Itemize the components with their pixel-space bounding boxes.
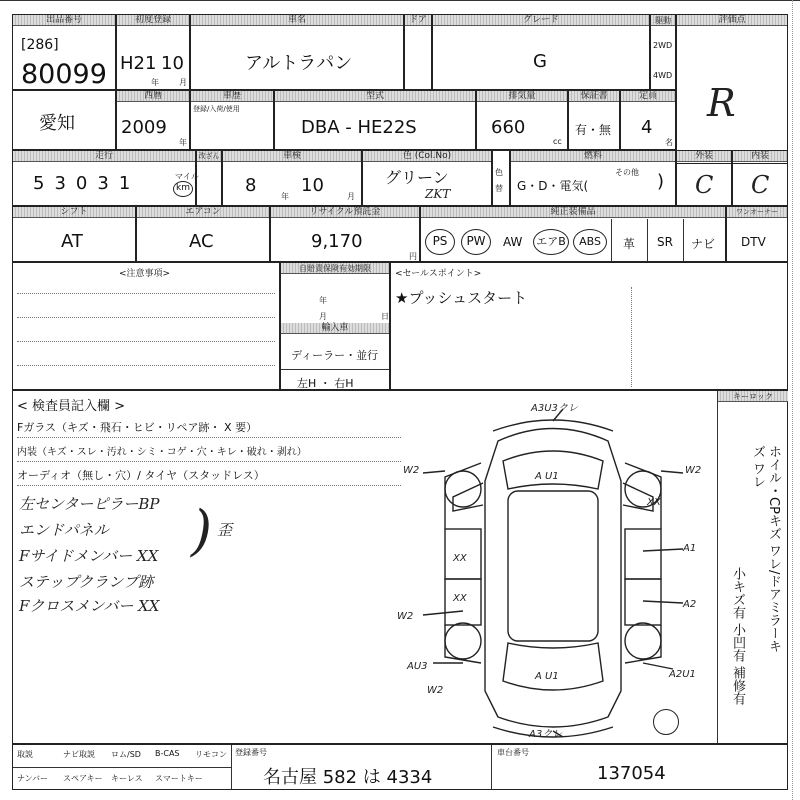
warranty-label: 保証書: [569, 91, 619, 102]
footer-item: スマートキー: [155, 774, 203, 783]
car-diagram: [393, 401, 713, 741]
ac-box: [136, 206, 270, 262]
divider: [683, 219, 684, 261]
shift-value: AT: [61, 231, 83, 252]
damage-mark: A1: [683, 543, 697, 554]
wheel-rear-right: [625, 623, 661, 659]
prefecture-value: 愛知: [39, 113, 75, 134]
fender-front-left: [445, 463, 481, 529]
recycle-box: [270, 206, 420, 262]
grade-label: グレード: [433, 15, 649, 26]
handle-value: 左H ・ 右H: [297, 377, 354, 390]
model-value: アルトラパン: [245, 53, 353, 74]
dotted-line: [17, 437, 401, 438]
equipment-abs: ABS: [573, 229, 607, 255]
bracket-note: 歪: [217, 521, 233, 539]
fuel-label: 燃料: [511, 151, 675, 162]
mileage-label: 走行: [13, 151, 195, 162]
footer-item: 取説: [17, 750, 33, 759]
divider: [281, 369, 389, 370]
dotted-line: [17, 341, 275, 342]
equipment-sr: SR: [657, 235, 673, 249]
equipment-airbag: エアB: [533, 229, 569, 255]
drive-2wd: 2WD: [653, 41, 673, 50]
mileage-star-box: [196, 150, 222, 206]
lot-number: 80099: [21, 59, 107, 90]
cc-value: 660: [491, 117, 526, 138]
footer-box: [12, 744, 788, 790]
drive-4wd: 4WD: [653, 71, 673, 80]
damage-mark: W2: [427, 685, 444, 696]
seats-unit: 名: [665, 138, 673, 147]
year-value: 2009: [121, 117, 167, 138]
lot-box: [12, 14, 116, 90]
tv-label: DTV: [741, 235, 766, 249]
interior-value: C: [751, 171, 770, 199]
shift-label: シフト: [13, 207, 135, 218]
color-value: グリーン: [385, 168, 449, 187]
mileage-unit-km: km: [173, 181, 193, 197]
fender-rear-left: [445, 625, 481, 663]
leader-line: [423, 471, 445, 473]
equipment-aw: AW: [503, 235, 523, 249]
fender-front-right: [625, 463, 661, 529]
warranty-value: 有・無: [575, 123, 612, 137]
fuel-close: ): [657, 171, 665, 192]
door-label: ドア: [405, 15, 431, 26]
insurance-year-unit: 年: [319, 296, 327, 305]
footer-item: リモコン: [195, 750, 227, 759]
inspection-month-unit: 月: [347, 192, 355, 201]
dotted-line: [17, 293, 275, 294]
insurance-box: [280, 262, 390, 390]
exterior-value: C: [695, 171, 714, 199]
fender-rear-right: [625, 625, 661, 663]
plate-label: 登録番号: [235, 748, 267, 757]
first-reg-era: H21: [120, 53, 157, 74]
rear-window: [503, 643, 603, 690]
caution-box: [12, 262, 280, 390]
wheel-front-left: [445, 471, 481, 507]
prefecture-box: [12, 90, 116, 150]
inspector-line1: Fガラス（キズ・飛石・ヒビ・リペア跡・ X 要）: [17, 421, 258, 434]
footer-item: キーレス: [111, 774, 143, 783]
car-roof: [508, 491, 598, 641]
cc-label: 排気量: [477, 91, 567, 102]
inspector-note: Fサイドメンバー XX: [19, 547, 159, 565]
mileage-unit-mile: マイル: [175, 172, 199, 181]
equipment-pw: PW: [461, 229, 491, 255]
seats-box: [620, 90, 676, 150]
wheel-rear-left: [445, 623, 481, 659]
inspector-note: Fクロスメンバー XX: [19, 597, 160, 615]
first-reg-label: 初度登録: [117, 15, 189, 26]
leader-line: [643, 549, 683, 551]
rating-value: R: [707, 81, 736, 125]
model-box: [190, 14, 404, 90]
import-label: 輸入車: [281, 323, 389, 334]
damage-mark: A2: [683, 599, 697, 610]
first-reg-box: [116, 14, 190, 90]
damage-mark: A2U1: [669, 669, 696, 680]
footer-item: ナンバー: [17, 774, 49, 783]
damage-mark: XX: [453, 553, 467, 564]
recycle-label: リサイクル預託金: [271, 207, 419, 218]
mileage-box: [12, 150, 199, 206]
dotted-line: [17, 461, 401, 462]
damage-mark: W2: [685, 465, 702, 476]
rating-label: 評価点: [677, 15, 787, 26]
inspector-note: ステップクランプ跡: [19, 573, 154, 591]
recycle-unit: 円: [409, 252, 417, 261]
mileage-digit: 3: [97, 173, 119, 194]
mileage-digit: 5: [33, 173, 55, 194]
year-label: 西暦: [117, 91, 189, 102]
rating-box: [676, 14, 788, 164]
inspector-line3: オーディオ（無し・穴）/ タイヤ（スタッドレス）: [17, 469, 265, 482]
fuel-value: G・D・電気(: [517, 179, 589, 193]
keyrock-label: キーロック: [718, 391, 788, 402]
type-value: DBA - HE22S: [301, 117, 417, 138]
dotted-line: [17, 485, 401, 486]
damage-mark: XX: [647, 497, 661, 508]
ac-value: AC: [189, 231, 214, 252]
mileage-digit: 1: [118, 173, 141, 194]
front-bumper: [493, 420, 613, 431]
color-label: 色 (Col.No): [363, 151, 491, 162]
damage-mark: A3クレ: [529, 729, 563, 740]
door-front-right: [625, 529, 661, 579]
divider: [491, 745, 492, 789]
scan-edge: [792, 0, 793, 800]
year-unit: 年: [151, 78, 159, 87]
dotted-line: [631, 287, 632, 387]
insurance-month-unit: 月: [319, 312, 327, 321]
plate-value: 名古屋 582 は 4334: [263, 767, 433, 788]
inspector-box: [12, 390, 788, 744]
mileage-digit: 3: [54, 173, 76, 194]
type-label: 型式: [275, 91, 475, 102]
damage-mark: AU3: [407, 661, 428, 672]
lot-prefix: [286]: [21, 37, 59, 53]
chassis-label: 車台番号: [497, 748, 529, 757]
dotted-line: [17, 317, 275, 318]
interior-label: 内装: [733, 151, 787, 162]
warranty-box: [568, 90, 620, 150]
year-unit-2: 年: [179, 138, 187, 147]
bracket-icon: ): [191, 499, 213, 562]
inspection-year: 8: [245, 175, 257, 196]
inspection-year-unit: 年: [281, 192, 289, 201]
first-reg-month: 10: [161, 53, 184, 74]
equipment-ps: PS: [425, 229, 455, 255]
seats-label: 定員: [621, 91, 675, 102]
inspection-box: [222, 150, 362, 206]
footer-item: スペアキー: [63, 774, 103, 783]
mileage-digits: [33, 173, 140, 194]
inspector-line2: 内装（キズ・スレ・汚れ・シミ・コゲ・穴・キレ・破れ・剥れ）: [17, 447, 307, 458]
equipment-leather: 革: [623, 237, 636, 251]
insurance-label: 自賠責保険有効期限: [281, 263, 389, 274]
inspection-month: 10: [301, 175, 324, 196]
inspector-note: エンドパネル: [19, 521, 109, 539]
type-box: [274, 90, 476, 150]
footer-item: ロム/SD: [111, 750, 141, 759]
year-box: [116, 90, 190, 150]
dotted-line: [17, 365, 275, 366]
damage-mark: XX: [453, 593, 467, 604]
caution-label: <注意事項>: [119, 269, 171, 279]
drive-box: [650, 14, 676, 90]
damage-mark: A U1: [535, 471, 559, 482]
recycle-value: 9,170: [311, 231, 363, 252]
drive-label: 駆動: [651, 15, 675, 26]
ac-label: エアコン: [137, 207, 269, 218]
divider: [717, 391, 718, 743]
exhibit-label: 出品番号: [13, 15, 115, 26]
door-box: [404, 14, 432, 90]
footer-item: B-CAS: [155, 749, 180, 758]
color-box: [362, 150, 492, 206]
model-label: 車名: [191, 15, 403, 26]
tv-box: [726, 206, 788, 262]
windshield: [503, 451, 603, 489]
exterior-label: 外装: [677, 151, 731, 162]
interior-box: [732, 150, 788, 206]
equipment-navi: ナビ: [691, 237, 716, 251]
grade-box: [432, 14, 650, 90]
history-label: 車歴: [191, 91, 273, 102]
divider: [231, 745, 232, 789]
sales-point-box: [390, 262, 788, 390]
seats-value: 4: [641, 117, 653, 138]
sales-point-value: ★プッシュスタート: [395, 289, 528, 307]
sales-point-label: <セールスポイント>: [395, 269, 482, 279]
chassis-value: 137054: [597, 763, 666, 784]
side-notes-col1: ホイル・CPキズ ワレ/ドアミラーキズ ワレ: [750, 445, 781, 653]
divider: [13, 767, 231, 768]
damage-mark: W2: [397, 611, 414, 622]
leader-line: [423, 611, 463, 615]
inspector-heading: < 検査員記入欄 >: [17, 399, 126, 414]
import-value: ディーラー・並行: [291, 349, 379, 362]
mileage-digit: 0: [75, 173, 98, 194]
shift-box: [12, 206, 136, 262]
inspector-note: 左センターピラーBP: [19, 495, 160, 513]
grade-value: G: [533, 51, 547, 72]
inspection-label: 車検: [223, 151, 361, 162]
footer-item: ナビ取説: [63, 750, 95, 759]
exterior-box: [676, 150, 732, 206]
damage-mark: A U1: [535, 671, 559, 682]
damage-mark: A3U3クレ: [531, 403, 578, 414]
mileage-star-label: 改ざん: [198, 152, 220, 160]
fuel-box: [510, 150, 676, 206]
equipment-label: 純正装備品: [421, 207, 725, 218]
leader-line: [643, 601, 683, 603]
top-edge: [0, 0, 800, 1]
damage-mark: W2: [403, 465, 420, 476]
leader-line: [661, 471, 683, 473]
divider: [647, 219, 648, 261]
history-sub: 登録/入荷/使用: [193, 105, 240, 113]
equipment-box: [420, 206, 726, 262]
color-change-label: 色替: [495, 168, 503, 193]
one-owner-label: ワンオーナー: [727, 207, 787, 218]
month-unit: 月: [179, 78, 187, 87]
stamp-circle: [653, 709, 679, 735]
color-change-box: [492, 150, 510, 206]
divider: [611, 219, 612, 261]
cc-box: [476, 90, 568, 150]
fuel-other: その他: [615, 168, 639, 177]
history-box: [190, 90, 274, 150]
insurance-day-unit: 日: [381, 312, 389, 321]
side-notes-col2: 小キズ有 小凹有 補修有: [730, 567, 745, 706]
cc-unit: cc: [553, 137, 562, 146]
color-code: ZKT: [425, 187, 451, 201]
